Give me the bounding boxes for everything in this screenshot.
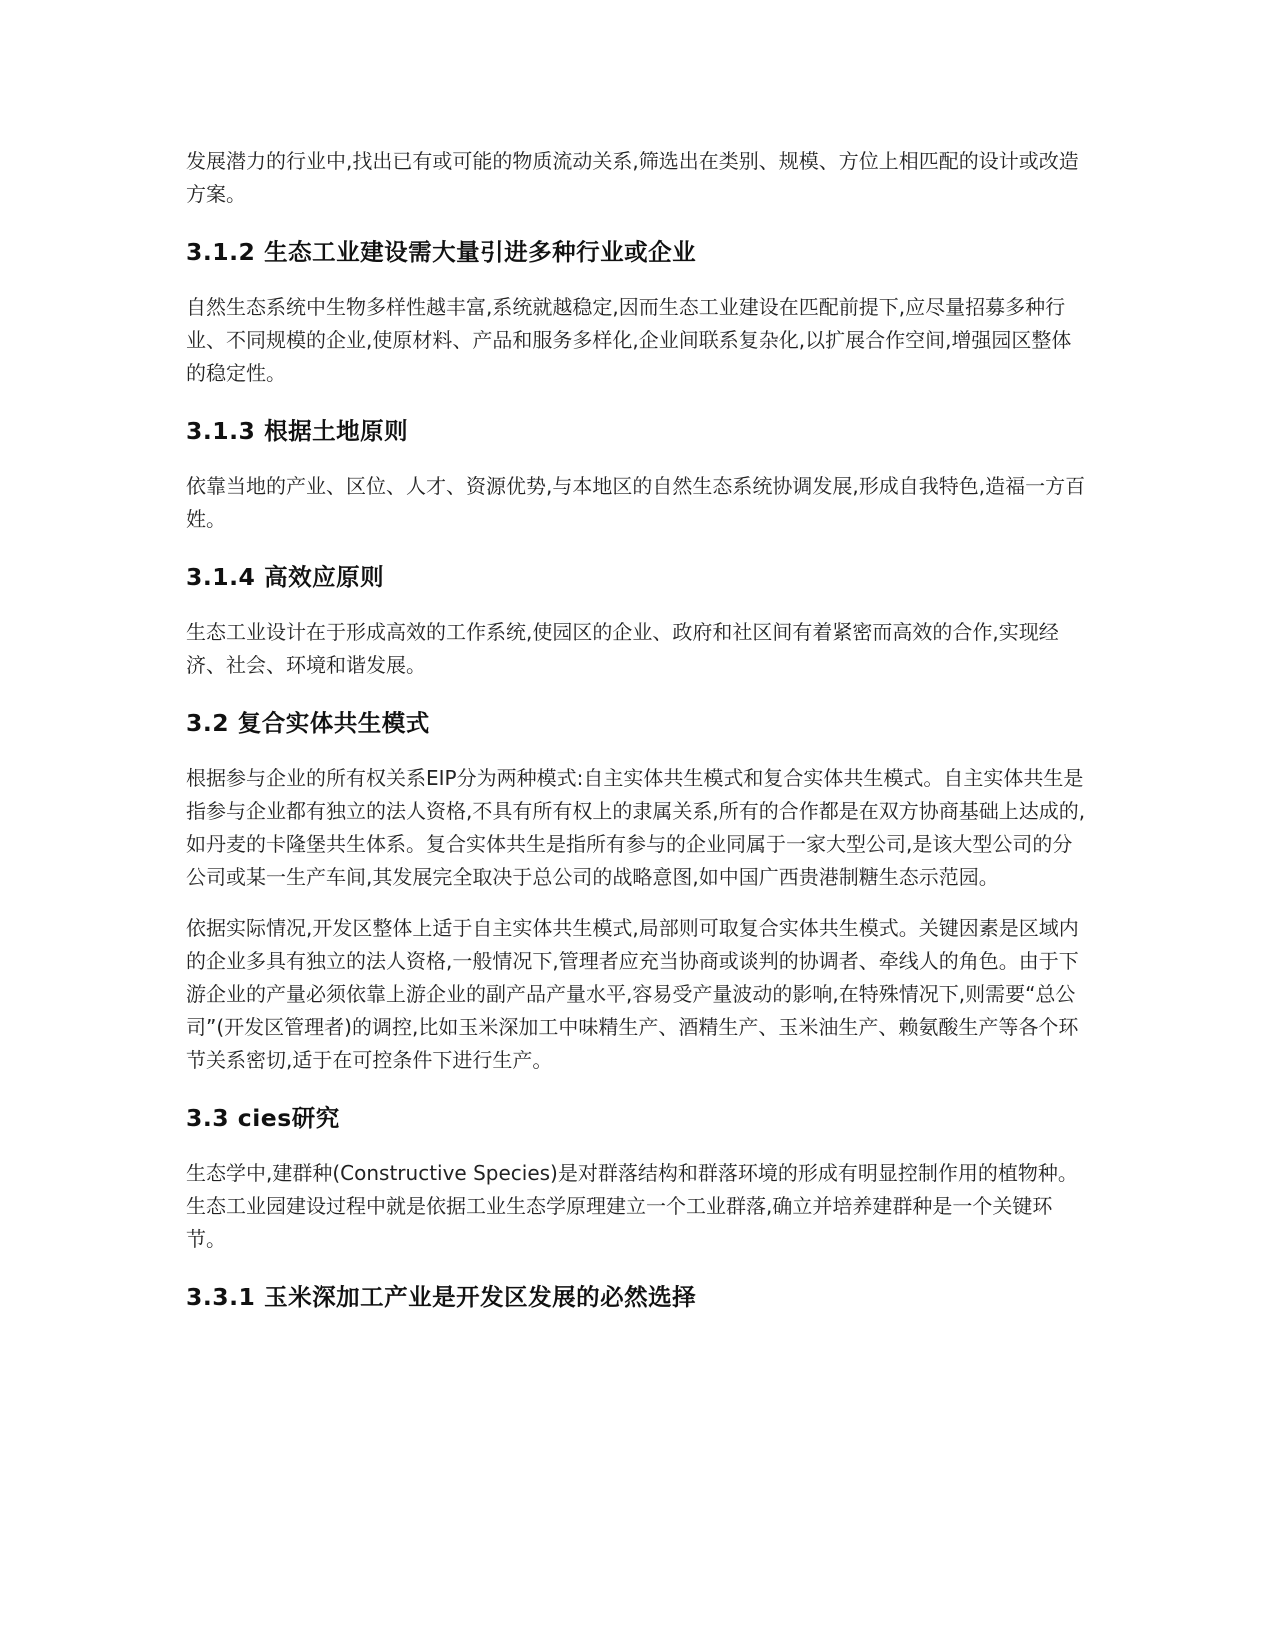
section-heading-3-1-4: 3.1.4 高效应原则	[186, 563, 385, 591]
section-heading-3-3-1: 3.3.1 玉米深加工产业是开发区发展的必然选择	[186, 1283, 697, 1311]
section-paragraph: 生态工业设计在于形成高效的工作系统,使园区的企业、政府和社区间有着紧密而高效的合作,实现经济、社会、环境和谐发展。	[186, 620, 1059, 677]
section-paragraph: 自然生态系统中生物多样性越丰富,系统就越稳定,因而生态工业建设在匹配前提下,应尽量招募多种行业、不同规模的企业,使原材料、产品和服务多样化,企业间联系复杂化,以扩展合作空间,增强园区整体的稳定性。	[186, 295, 1072, 385]
section-paragraph: 依据实际情况,开发区整体上适于自主实体共生模式,局部则可取复合实体共生模式。关键因素是区域内的企业多具有独立的法人资格,一般情况下,管理者应充当协商或谈判的协调者、牵线人的角色。由于下游企业的产量必须依靠上游企业的副产品产量水平,容易受产量波动的影响,在特殊情况下,则需要“总公司”(开发区管理者)的调控,比如玉米深加工中味精生产、酒精生产、玉米油生产、赖氨酸生产等各个环节关系密切,适于在可控条件下进行生产。	[186, 916, 1079, 1072]
document-body	[186, 145, 1086, 1314]
section-heading-3-2: 3.2 复合实体共生模式	[186, 709, 430, 737]
section-heading-3-3: 3.3 cies研究	[186, 1104, 340, 1132]
intro-paragraph: 发展潜力的行业中,找出已有或可能的物质流动关系,筛选出在类别、规模、方位上相匹配的设计或改造方案。	[186, 149, 1079, 206]
section-heading-3-1-3: 3.1.3 根据土地原则	[186, 417, 409, 445]
section-paragraph: 根据参与企业的所有权关系EIP分为两种模式:自主实体共生模式和复合实体共生模式。自主实体共生是指参与企业都有独立的法人资格,不具有所有权上的隶属关系,所有的合作都是在双方协商基础上达成的,如丹麦的卡隆堡共生体系。复合实体共生是指所有参与的企业同属于一家大型公司,是该大型公司的分公司或某一生产车间,其发展完全取决于总公司的战略意图,如中国广西贵港制糖生态示范园。	[186, 766, 1086, 889]
section-paragraph: 依靠当地的产业、区位、人才、资源优势,与本地区的自然生态系统协调发展,形成自我特色,造福一方百姓。	[186, 474, 1086, 531]
section-heading-3-1-2: 3.1.2 生态工业建设需大量引进多种行业或企业	[186, 238, 697, 266]
section-paragraph: 生态学中,建群种(Constructive Species)是对群落结构和群落环境的形成有明显控制作用的植物种。生态工业园建设过程中就是依据工业生态学原理建立一个工业群落,确立并培养建群种是一个关键环节。	[186, 1161, 1078, 1251]
